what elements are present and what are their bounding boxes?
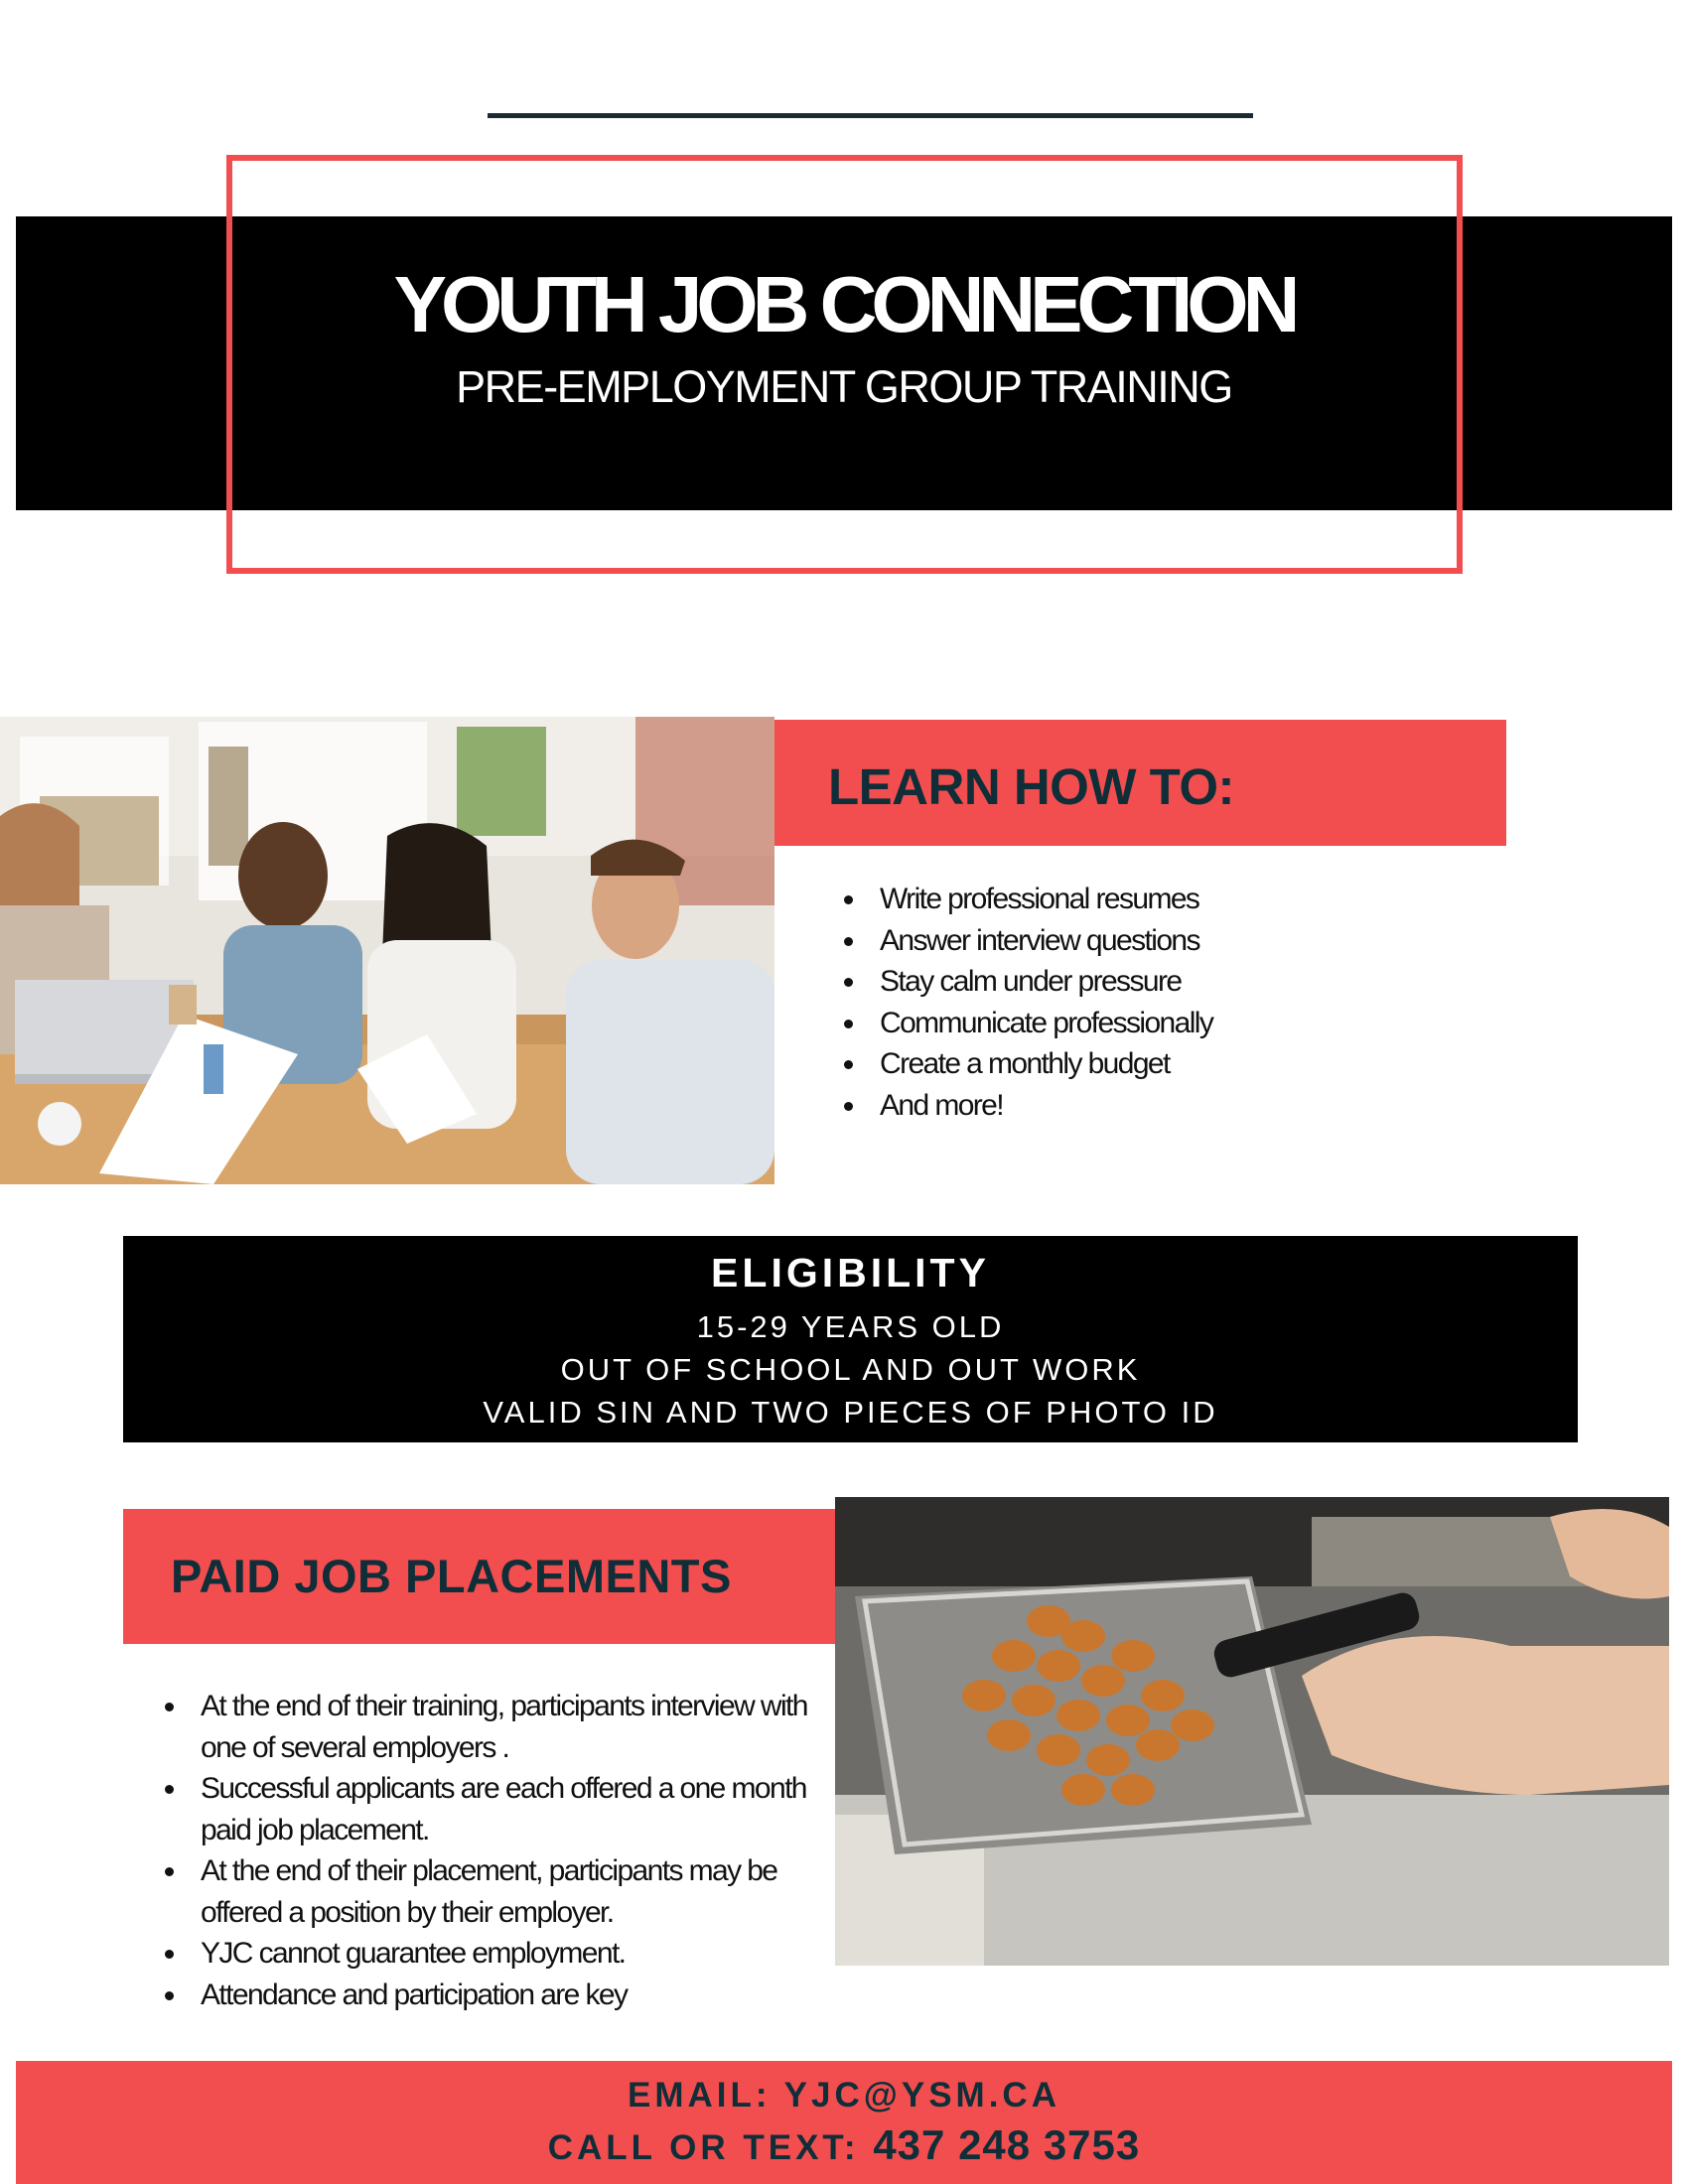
list-item: Communicate professionally bbox=[842, 1003, 1212, 1044]
learn-list bbox=[842, 879, 1212, 1126]
list-item: Answer interview questions bbox=[842, 920, 1212, 962]
list-item: Successful applicants are each offered a one month paid job placement. bbox=[163, 1768, 838, 1850]
fryer-photo bbox=[835, 1497, 1669, 1966]
list-item: And more! bbox=[842, 1085, 1212, 1127]
placements-heading: PAID JOB PLACEMENTS bbox=[171, 1550, 732, 1602]
list-item: Attendance and participation are key bbox=[163, 1975, 838, 2016]
eligibility-line-age: 15-29 YEARS OLD bbox=[696, 1309, 1005, 1344]
page-title: YOUTH JOB CONNECTION bbox=[393, 260, 1295, 348]
contact-phone[interactable] bbox=[0, 2120, 1688, 2173]
eligibility-line-id: VALID SIN AND TWO PIECES OF PHOTO ID bbox=[483, 1395, 1218, 1430]
eligibility-box bbox=[123, 1236, 1578, 1442]
list-item: Write professional resumes bbox=[842, 879, 1212, 920]
list-item: YJC cannot guarantee employment. bbox=[163, 1933, 838, 1975]
phone-label: CALL OR TEXT: bbox=[547, 2128, 860, 2167]
learn-heading: LEARN HOW TO: bbox=[828, 758, 1235, 815]
list-item: At the end of their placement, participants may be offered a position by their employer. bbox=[163, 1850, 838, 1933]
eligibility-heading: ELIGIBILITY bbox=[711, 1250, 990, 1296]
top-divider bbox=[488, 113, 1253, 118]
list-item: Stay calm under pressure bbox=[842, 961, 1212, 1003]
eligibility-line-status: OUT OF SCHOOL AND OUT WORK bbox=[560, 1352, 1141, 1387]
contact-email[interactable]: EMAIL: YJC@YSM.CA bbox=[628, 2076, 1060, 2115]
meeting-photo bbox=[0, 717, 774, 1184]
page-subtitle: PRE-EMPLOYMENT GROUP TRAINING bbox=[456, 361, 1232, 412]
phone-number[interactable]: 437 248 3753 bbox=[873, 2121, 1141, 2168]
list-item: At the end of their training, participants interview with one of several employers . bbox=[163, 1686, 838, 1768]
list-item: Create a monthly budget bbox=[842, 1043, 1212, 1085]
placements-list bbox=[163, 1686, 838, 2015]
